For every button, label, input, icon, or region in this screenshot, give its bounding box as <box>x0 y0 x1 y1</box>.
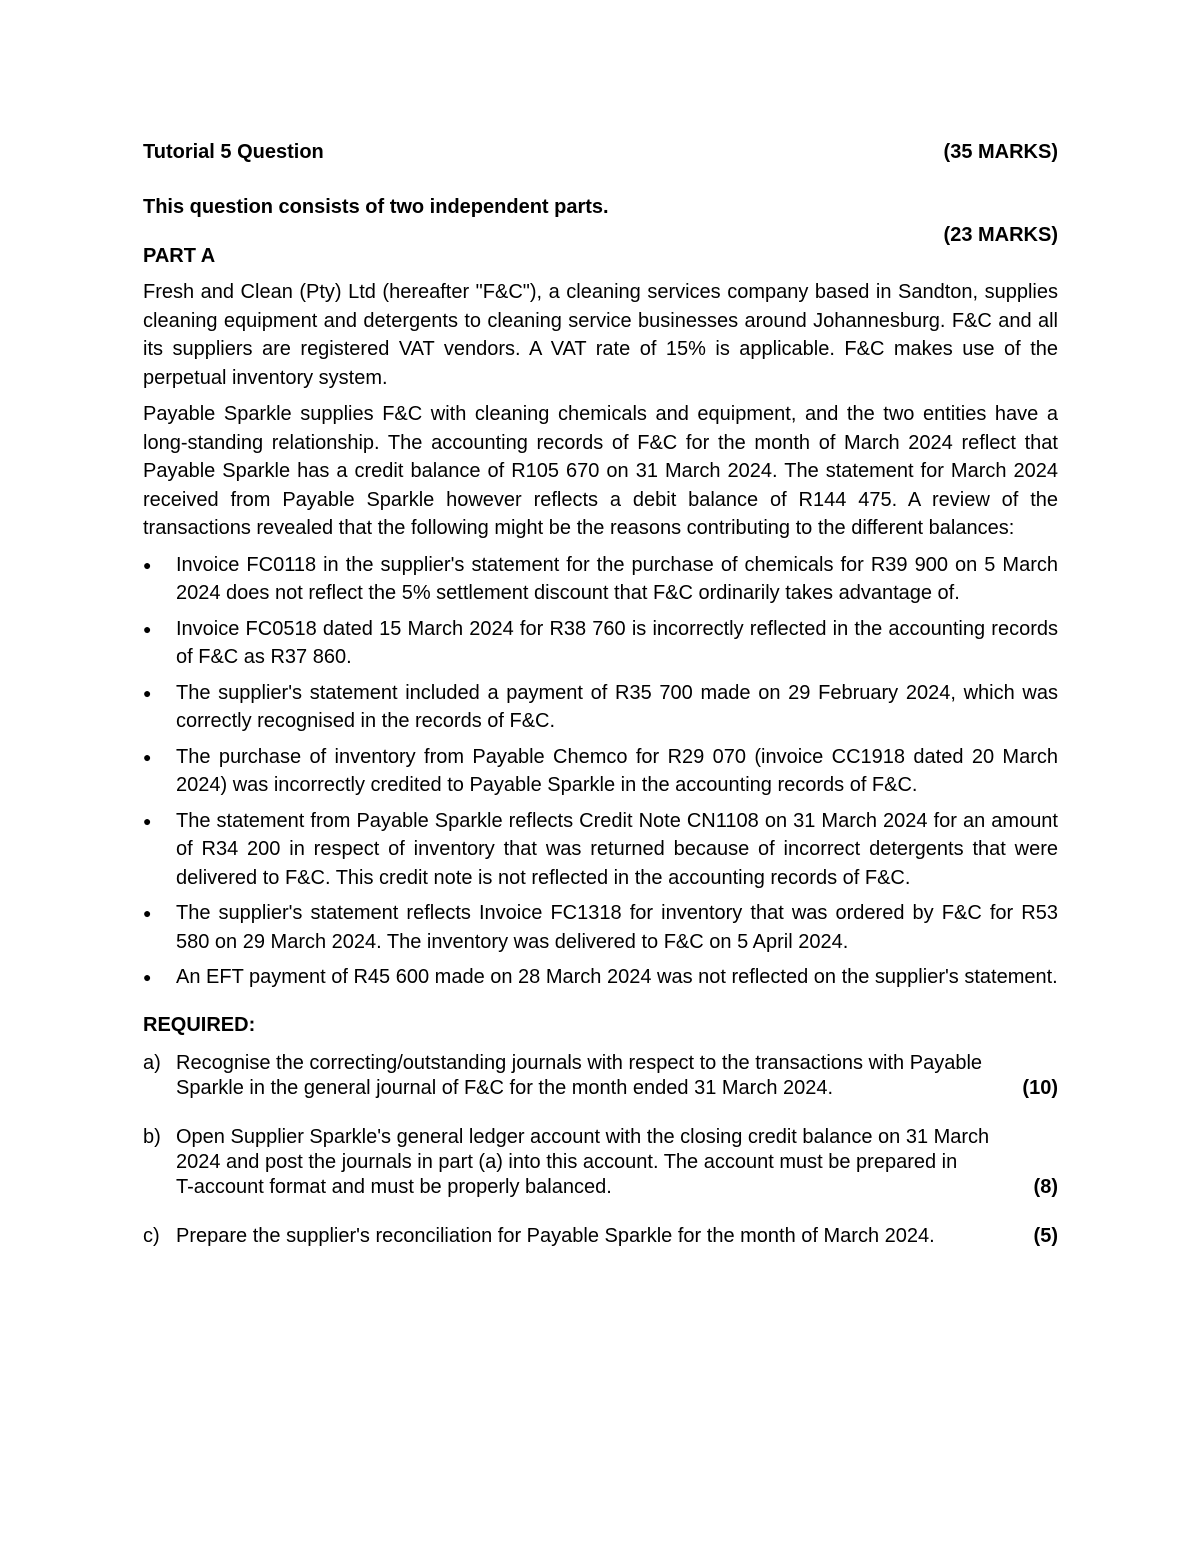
question-marks: (5) <box>1033 1225 1058 1247</box>
list-item <box>143 615 1058 672</box>
list-item <box>143 899 1058 956</box>
part-a-heading: PART A <box>143 244 216 267</box>
question-last-line <box>176 1175 1058 1200</box>
list-item <box>143 679 1058 736</box>
question-letter: a) <box>143 1052 161 1074</box>
list-item <box>143 963 1058 992</box>
total-marks: (35 MARKS) <box>943 141 1058 163</box>
question-letter: c) <box>143 1225 160 1247</box>
document-title: Tutorial 5 Question <box>143 141 324 163</box>
list-item-text: The statement from Payable Sparkle reflects Credit Note CN1108 on 31 March 2024 for an amount of R34 200 in respect of inventory that was returned because of incorrect detergents that were delivered to F&C. This credit note is not reflected in the accounting records of F&C. <box>176 809 1058 889</box>
document-page <box>143 138 1058 1273</box>
question-text: Prepare the supplier's reconciliation for Payable Sparkle for the month of March 2024. <box>176 1225 935 1247</box>
question-line: Open Supplier Sparkle's general ledger account with the closing credit balance on 31 March <box>176 1126 990 1148</box>
intro-text: This question consists of two independent parts. <box>143 195 609 218</box>
question-line: 2024 and post the journals in part (a) into this account. The account must be prepared in <box>176 1151 958 1173</box>
required-heading: REQUIRED: <box>143 1013 256 1036</box>
bullet-icon: ● <box>143 812 152 829</box>
bullet-icon: ● <box>143 556 152 573</box>
bullet-icon: ● <box>143 748 152 765</box>
bullet-icon: ● <box>143 905 152 921</box>
question-last-line <box>176 1224 1058 1249</box>
question-marks: (8) <box>1033 1176 1058 1198</box>
list-item-text: The supplier's statement included a payment of R35 700 made on 29 February 2024, which was correctly recognised in the records of F&C. <box>176 681 1058 732</box>
bullet-icon: ● <box>143 969 152 985</box>
list-item-text: The purchase of inventory from Payable Chemco for R29 070 (invoice CC1918 dated 20 March 2024) was incorrectly credited to Payable Sparkle in the accounting records of F&C. <box>176 745 1058 796</box>
list-item <box>143 743 1058 800</box>
required-questions <box>143 1051 1058 1249</box>
question-line: Recognise the correcting/outstanding journals with respect to the transactions with Payable <box>176 1052 983 1074</box>
question-a <box>143 1051 1058 1101</box>
part-a-marks: (23 MARKS) <box>943 224 1058 246</box>
list-item <box>143 551 1058 608</box>
question-text: Sparkle in the general journal of F&C for the month ended 31 March 2024. <box>176 1077 834 1099</box>
list-item <box>143 807 1058 893</box>
list-item-text: Invoice FC0118 in the supplier's statement for the purchase of chemicals for R39 900 on 5 March 2024 does not reflect the 5% settlement discount that F&C ordinarily takes advantage of. <box>176 553 1058 604</box>
paragraph-company-background: Fresh and Clean (Pty) Ltd (hereafter "F&C"), a cleaning services company based in Sandton, supplies cleaning equipment and detergents to cleaning service businesses around Johannesburg. F&C and all its suppliers are registered VAT vendors. A VAT rate of 15% is applicable. F&C makes use of the perpetual inventory system. <box>143 281 1058 389</box>
question-last-line <box>176 1076 1058 1101</box>
list-item-text: Invoice FC0518 dated 15 March 2024 for R38 760 is incorrectly reflected in the accounting records of F&C as R37 860. <box>176 617 1058 668</box>
question-marks: (10) <box>1022 1077 1058 1099</box>
list-item-text: An EFT payment of R45 600 made on 28 March 2024 was not reflected on the supplier's statement. <box>176 966 1058 988</box>
list-item-text: The supplier's statement reflects Invoice FC1318 for inventory that was ordered by F&C for R53 580 on 29 March 2024. The inventory was delivered to F&C on 5 April 2024. <box>176 902 1058 953</box>
question-text: T-account format and must be properly balanced. <box>176 1176 612 1198</box>
question-c <box>143 1224 1058 1249</box>
title-row <box>143 138 1058 167</box>
paragraph-supplier-balances: Payable Sparkle supplies F&C with cleaning chemicals and equipment, and the two entities have a long-standing relationship. The accounting records of F&C for the month of March 2024 reflect that Payable Sparkle has a credit balance of R105 670 on 31 March 2024. The statement for March 2024 received from Payable Sparkle however reflects a debit balance of R144 475. A review of the transactions revealed that the following might be the reasons contributing to the different balances: <box>143 403 1058 539</box>
bullet-icon: ● <box>143 620 152 637</box>
reasons-list <box>143 551 1058 992</box>
bullet-icon: ● <box>143 684 152 701</box>
question-letter: b) <box>143 1126 161 1148</box>
question-b <box>143 1125 1058 1200</box>
